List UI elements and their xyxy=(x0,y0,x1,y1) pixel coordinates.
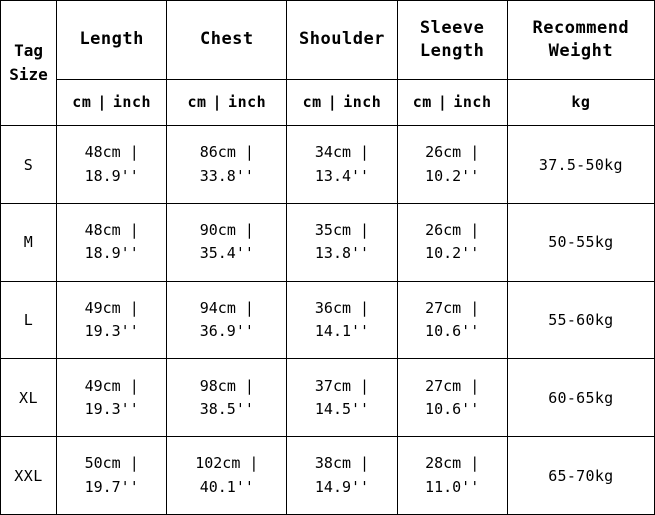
cell-length-xxl xyxy=(57,437,167,515)
cell-shoulder-s-inch: 13.4'' xyxy=(314,166,370,185)
cell-sleeve-xxl-separator: | xyxy=(470,454,480,473)
cell-length-m xyxy=(57,203,167,281)
cell-weight-xl: 60-65kg xyxy=(507,359,654,437)
cell-shoulder-xl-cm: 37cm xyxy=(314,376,352,395)
row-size-s: S xyxy=(1,126,57,204)
cell-shoulder-l xyxy=(287,281,397,359)
cell-sleeve-s xyxy=(397,126,507,204)
unit-sleeve-cm: cm xyxy=(412,93,432,112)
cell-chest-s-inch: 33.8'' xyxy=(199,166,254,185)
cell-shoulder-xl-separator: | xyxy=(360,376,370,395)
cell-shoulder-xl-inch: 14.5'' xyxy=(314,399,370,418)
cell-chest-xl-inch: 38.5'' xyxy=(199,399,254,418)
unit-shoulder-cm: cm xyxy=(302,93,322,112)
cell-sleeve-s-separator: | xyxy=(470,143,480,162)
header-recommend-weight-line1: Recommend xyxy=(532,17,630,38)
cell-chest-m-inch: 35.4'' xyxy=(199,244,254,263)
cell-sleeve-xxl-inch: 11.0'' xyxy=(425,477,480,496)
cell-sleeve-xl-cm: 27cm xyxy=(425,376,462,395)
cell-chest-s-cm: 86cm xyxy=(199,143,236,162)
cell-weight-s: 37.5-50kg xyxy=(507,126,654,204)
unit-chest xyxy=(167,79,287,125)
cell-shoulder-xxl-cm: 38cm xyxy=(314,454,352,473)
table-row xyxy=(1,126,655,204)
table-row xyxy=(1,437,655,515)
cell-chest-l xyxy=(167,281,287,359)
unit-shoulder xyxy=(287,79,397,125)
cell-length-m-cm: 48cm xyxy=(84,221,121,240)
cell-length-m-inch: 18.9'' xyxy=(84,244,139,263)
cell-sleeve-s-inch: 10.2'' xyxy=(425,166,480,185)
cell-sleeve-l-inch: 10.6'' xyxy=(425,322,480,341)
unit-chest-inch: inch xyxy=(228,93,267,112)
cell-length-xl-cm: 49cm xyxy=(84,376,121,395)
cell-chest-m-separator: | xyxy=(244,221,254,240)
unit-chest-separator: | xyxy=(212,93,223,112)
table-row xyxy=(1,281,655,359)
row-size-l: L xyxy=(1,281,57,359)
unit-sleeve-inch: inch xyxy=(453,93,492,112)
unit-length-inch: inch xyxy=(112,93,152,112)
row-size-m: M xyxy=(1,203,57,281)
cell-chest-xxl-inch: 40.1'' xyxy=(199,477,254,496)
cell-length-xxl-separator: | xyxy=(129,454,139,473)
cell-weight-xxl: 65-70kg xyxy=(507,437,654,515)
cell-chest-l-inch: 36.9'' xyxy=(199,322,254,341)
table-unit-row xyxy=(1,79,655,125)
unit-length xyxy=(57,79,167,125)
cell-sleeve-m xyxy=(397,203,507,281)
cell-length-l-cm: 49cm xyxy=(84,298,121,317)
cell-length-xxl-inch: 19.7'' xyxy=(84,477,139,496)
table-row xyxy=(1,359,655,437)
cell-chest-xxl-cm: 102cm xyxy=(195,454,241,473)
cell-sleeve-m-separator: | xyxy=(470,221,480,240)
cell-length-xl-separator: | xyxy=(129,376,139,395)
cell-shoulder-m-cm: 35cm xyxy=(314,221,352,240)
header-chest: Chest xyxy=(167,1,287,80)
cell-chest-xl-cm: 98cm xyxy=(199,376,236,395)
cell-length-xl-inch: 19.3'' xyxy=(84,399,139,418)
cell-sleeve-xl xyxy=(397,359,507,437)
cell-chest-xl xyxy=(167,359,287,437)
cell-length-l xyxy=(57,281,167,359)
cell-sleeve-xxl-cm: 28cm xyxy=(425,454,462,473)
cell-shoulder-xxl-inch: 14.9'' xyxy=(314,477,370,496)
cell-shoulder-s-cm: 34cm xyxy=(314,143,352,162)
cell-chest-xxl-separator: | xyxy=(249,454,259,473)
cell-sleeve-l xyxy=(397,281,507,359)
cell-length-xxl-cm: 50cm xyxy=(84,454,121,473)
cell-shoulder-m xyxy=(287,203,397,281)
cell-length-m-separator: | xyxy=(129,221,139,240)
header-tag-size-line1: Tag xyxy=(14,41,43,61)
cell-sleeve-l-separator: | xyxy=(470,298,480,317)
unit-weight-kg: kg xyxy=(507,79,654,125)
cell-sleeve-m-cm: 26cm xyxy=(425,221,462,240)
cell-shoulder-xxl-separator: | xyxy=(360,454,370,473)
cell-length-l-inch: 19.3'' xyxy=(84,322,139,341)
cell-chest-m-cm: 90cm xyxy=(199,221,236,240)
cell-shoulder-l-separator: | xyxy=(360,298,370,317)
header-shoulder: Shoulder xyxy=(287,1,397,80)
table-row xyxy=(1,203,655,281)
cell-sleeve-xxl xyxy=(397,437,507,515)
cell-chest-s xyxy=(167,126,287,204)
header-recommend-weight-line2: Weight xyxy=(548,40,614,61)
header-sleeve-length-line2: Length xyxy=(419,40,485,61)
header-tag-size-line2: Size xyxy=(9,65,48,85)
table-header-row xyxy=(1,1,655,80)
header-sleeve-length-line1: Sleeve xyxy=(419,17,485,38)
cell-weight-l: 55-60kg xyxy=(507,281,654,359)
cell-shoulder-xxl xyxy=(287,437,397,515)
unit-length-cm: cm xyxy=(72,93,92,112)
cell-shoulder-s-separator: | xyxy=(360,143,370,162)
cell-chest-s-separator: | xyxy=(244,143,254,162)
cell-length-s xyxy=(57,126,167,204)
cell-length-s-separator: | xyxy=(129,143,139,162)
cell-shoulder-l-cm: 36cm xyxy=(314,298,352,317)
cell-shoulder-m-inch: 13.8'' xyxy=(314,244,370,263)
unit-sleeve-separator: | xyxy=(437,93,448,112)
cell-shoulder-l-inch: 14.1'' xyxy=(314,322,370,341)
cell-length-s-inch: 18.9'' xyxy=(84,166,139,185)
header-recommend-weight xyxy=(507,1,654,80)
header-length: Length xyxy=(57,1,167,80)
row-size-xxl: XXL xyxy=(1,437,57,515)
cell-shoulder-xl xyxy=(287,359,397,437)
cell-length-s-cm: 48cm xyxy=(84,143,121,162)
cell-sleeve-xl-separator: | xyxy=(470,376,480,395)
row-size-xl: XL xyxy=(1,359,57,437)
cell-chest-xxl xyxy=(167,437,287,515)
cell-shoulder-s xyxy=(287,126,397,204)
unit-length-separator: | xyxy=(97,93,107,112)
cell-sleeve-m-inch: 10.2'' xyxy=(425,244,480,263)
unit-chest-cm: cm xyxy=(187,93,207,112)
unit-shoulder-separator: | xyxy=(327,93,338,112)
cell-length-xl xyxy=(57,359,167,437)
unit-sleeve xyxy=(397,79,507,125)
cell-sleeve-xl-inch: 10.6'' xyxy=(425,399,480,418)
cell-chest-l-separator: | xyxy=(244,298,254,317)
unit-shoulder-inch: inch xyxy=(343,93,382,112)
cell-sleeve-l-cm: 27cm xyxy=(425,298,462,317)
cell-sleeve-s-cm: 26cm xyxy=(425,143,462,162)
cell-weight-m: 50-55kg xyxy=(507,203,654,281)
cell-chest-m xyxy=(167,203,287,281)
cell-length-l-separator: | xyxy=(129,298,139,317)
header-sleeve-length xyxy=(397,1,507,80)
header-tag-size xyxy=(1,1,57,126)
cell-chest-xl-separator: | xyxy=(244,376,254,395)
cell-chest-l-cm: 94cm xyxy=(199,298,236,317)
cell-shoulder-m-separator: | xyxy=(360,221,370,240)
